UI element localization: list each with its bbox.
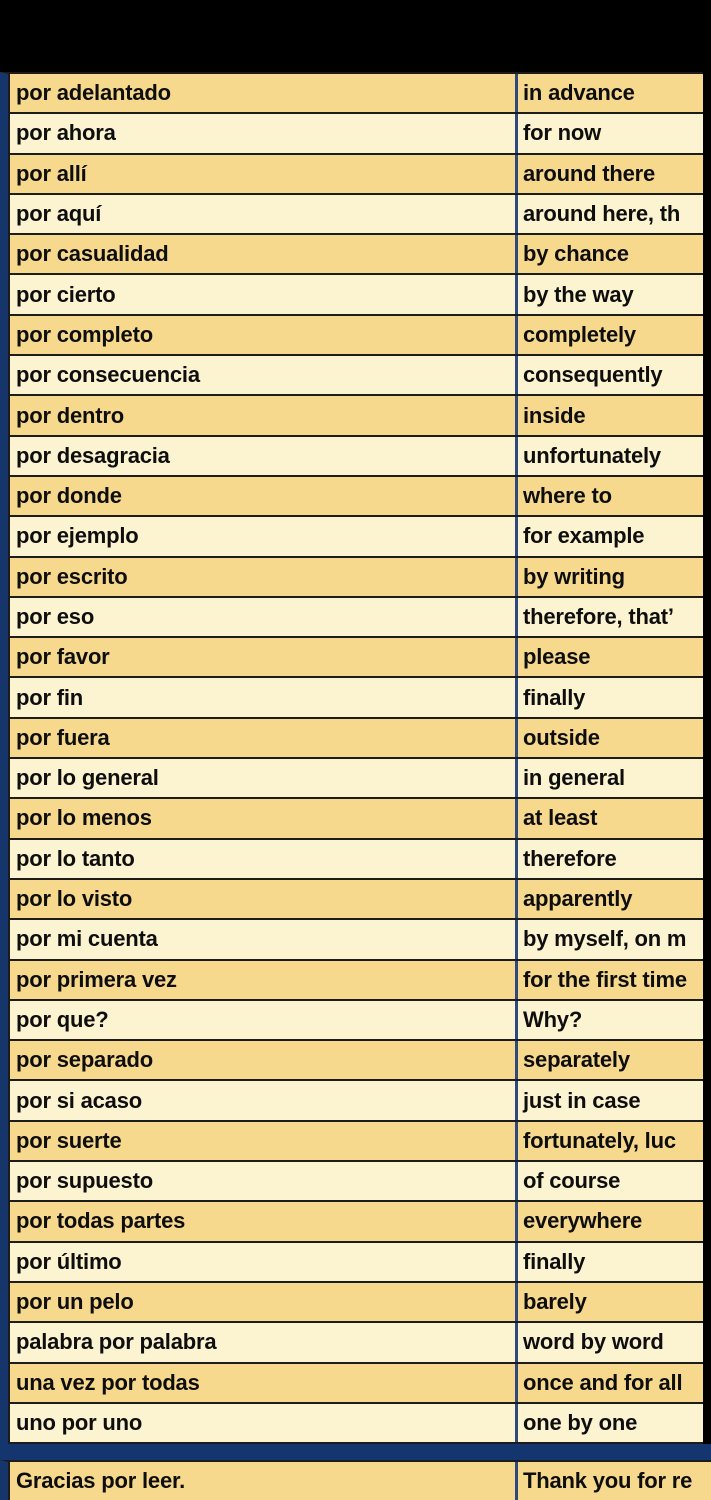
english-cell: in general <box>523 765 625 791</box>
spanish-cell: por donde <box>16 483 122 509</box>
table-row <box>8 880 703 920</box>
table-row <box>8 961 703 1001</box>
spanish-cell: por lo visto <box>16 886 133 912</box>
table-row <box>8 558 703 598</box>
spanish-cell: por fin <box>16 684 84 710</box>
english-cell: inside <box>523 402 586 428</box>
spanish-cell: por favor <box>16 644 110 670</box>
spanish-cell: por completo <box>16 321 153 347</box>
table-row <box>8 1243 703 1283</box>
english-cell: for now <box>523 120 602 146</box>
footer-spanish-cell: Gracias por leer. <box>8 1462 515 1500</box>
english-cell: around there <box>523 160 656 186</box>
spanish-cell: por lo general <box>16 765 159 791</box>
spanish-cell: por último <box>16 1248 122 1274</box>
table-row <box>8 1001 703 1041</box>
top-black-bar <box>0 0 711 72</box>
table-row <box>8 477 703 517</box>
table-row <box>8 920 703 960</box>
table-row <box>8 316 703 356</box>
english-cell: at least <box>523 805 598 831</box>
spanish-cell: por aquí <box>16 201 102 227</box>
spanish-cell: por mi cuenta <box>16 926 158 952</box>
spanish-cell: por si acaso <box>16 1087 142 1113</box>
spanish-cell: por un pelo <box>16 1289 134 1315</box>
table-row <box>8 1162 703 1202</box>
table-row <box>8 114 703 154</box>
table-row <box>8 598 703 638</box>
spanish-cell: por ahora <box>16 120 116 146</box>
table-row <box>8 638 703 678</box>
table-row <box>8 1081 703 1121</box>
spanish-cell: por escrito <box>16 563 128 589</box>
english-cell: unfortunately <box>523 442 661 468</box>
spanish-cell: palabra por palabra <box>16 1329 217 1355</box>
table-row <box>8 759 703 799</box>
table-row <box>8 1364 703 1404</box>
english-cell: one by one <box>523 1409 638 1435</box>
spanish-cell: por eso <box>16 604 95 629</box>
table-row <box>8 396 703 436</box>
english-cell: just in case <box>523 1087 641 1113</box>
english-cell: please <box>523 644 591 670</box>
spanish-cell: por dentro <box>16 402 124 428</box>
english-cell: consequently <box>523 362 663 388</box>
spanish-cell: por que? <box>16 1006 109 1032</box>
table-row <box>8 799 703 839</box>
table-row <box>8 275 703 315</box>
table-row <box>8 840 703 880</box>
table-row <box>8 1122 703 1162</box>
english-cell: once and for all <box>523 1369 683 1395</box>
english-cell: completely <box>523 321 636 347</box>
english-cell: everywhere <box>523 1208 643 1234</box>
spanish-cell: por cierto <box>16 281 116 307</box>
table-row <box>8 437 703 477</box>
english-cell: barely <box>523 1289 587 1315</box>
table-row <box>8 356 703 396</box>
english-cell: therefore, that’ <box>523 604 674 629</box>
table-body <box>8 74 703 1444</box>
english-cell: in advance <box>523 80 635 106</box>
spanish-cell: uno por uno <box>16 1409 143 1435</box>
english-cell: of course <box>523 1168 621 1194</box>
english-cell: by writing <box>523 563 625 589</box>
spanish-cell: por fuera <box>16 724 110 750</box>
english-cell: by myself, on m <box>523 926 687 952</box>
table-row <box>8 235 703 275</box>
spanish-cell: por todas partes <box>16 1208 186 1234</box>
spanish-cell: por lo tanto <box>16 845 135 871</box>
english-cell: where to <box>523 483 612 509</box>
english-cell: outside <box>523 724 600 750</box>
table-row <box>8 1404 703 1444</box>
english-cell: around here, th <box>523 201 681 227</box>
spanish-cell: por consecuencia <box>16 362 200 388</box>
english-cell: by the way <box>523 281 634 307</box>
footer-row <box>0 1460 711 1500</box>
spanish-cell: por ejemplo <box>16 523 139 549</box>
table-row <box>8 195 703 235</box>
vocab-table <box>0 72 703 1444</box>
english-cell: separately <box>523 1047 630 1073</box>
english-cell: therefore <box>523 845 617 871</box>
table-row <box>8 1041 703 1081</box>
english-cell: for example <box>523 523 645 549</box>
english-cell: fortunately, luc <box>523 1127 676 1153</box>
english-cell: finally <box>523 1248 586 1274</box>
spanish-cell: por casualidad <box>16 241 169 267</box>
table-row <box>8 155 703 195</box>
section-separator-bar <box>0 1444 711 1460</box>
table-row <box>8 517 703 557</box>
english-cell: finally <box>523 684 586 710</box>
spanish-cell: por allí <box>16 160 87 186</box>
english-cell: word by word <box>523 1329 664 1355</box>
spanish-cell: por lo menos <box>16 805 152 831</box>
spanish-cell: por primera vez <box>16 966 177 992</box>
table-row <box>8 1202 703 1242</box>
english-cell: Why? <box>523 1006 583 1032</box>
english-cell: apparently <box>523 886 633 912</box>
table-row <box>8 74 703 114</box>
spanish-cell: por separado <box>16 1047 153 1073</box>
spanish-cell: una vez por todas <box>16 1369 200 1395</box>
footer-english-cell: Thank you for re <box>523 1468 693 1494</box>
table-row <box>8 719 703 759</box>
english-cell: by chance <box>523 241 629 267</box>
spanish-cell: por desagracia <box>16 442 170 468</box>
table-row <box>8 1283 703 1323</box>
spanish-cell: por adelantado <box>16 80 171 106</box>
english-cell: for the first time <box>523 966 687 992</box>
table-row <box>8 678 703 718</box>
spanish-cell: por suerte <box>16 1127 122 1153</box>
table-row <box>8 1323 703 1363</box>
spanish-cell: por supuesto <box>16 1168 153 1194</box>
